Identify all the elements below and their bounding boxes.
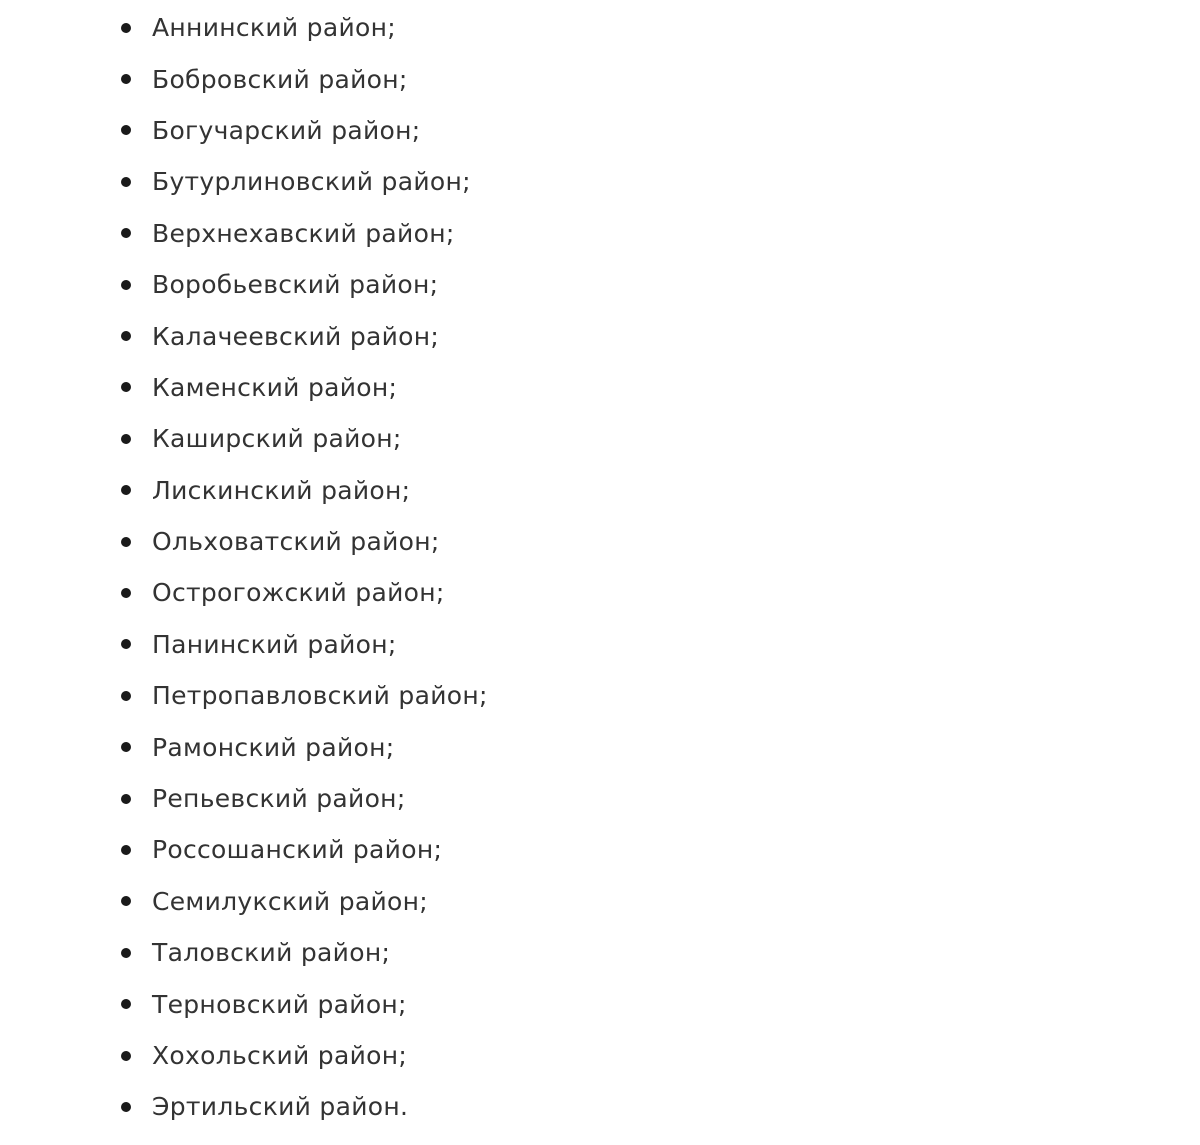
list-item [0,721,1200,772]
bullet-icon [121,177,131,187]
district-name: Аннинский район; [152,13,396,43]
list-item [0,208,1200,259]
bullet-icon [121,588,131,598]
district-name: Каширский район; [152,424,402,454]
list-item [0,259,1200,310]
district-name: Терновский район; [152,989,407,1019]
list-item [0,465,1200,516]
district-name: Ольховатский район; [152,527,440,557]
bullet-icon [121,639,131,649]
district-name: Панинский район; [152,629,397,659]
district-name: Рамонский район; [152,732,395,762]
bullet-icon [121,1102,131,1112]
bullet-icon [121,485,131,495]
district-name: Калачеевский район; [152,321,440,351]
list-item [0,413,1200,464]
district-name: Семилукский район; [152,886,429,916]
bullet-icon [121,228,131,238]
list-item [0,2,1200,53]
list-item [0,773,1200,824]
bullet-icon [121,1051,131,1061]
district-name: Острогожский район; [152,578,445,608]
list-item [0,1081,1200,1132]
list-item [0,927,1200,978]
district-name: Репьевский район; [152,784,406,814]
bullet-icon [121,691,131,701]
district-name: Богучарский район; [152,115,421,145]
list-item [0,53,1200,104]
bullet-icon [121,280,131,290]
bullet-icon [121,999,131,1009]
list-item [0,362,1200,413]
district-name: Хохольский район; [152,1041,408,1070]
list-item [0,824,1200,875]
list-item [0,978,1200,1029]
district-name: Каменский район; [152,372,398,402]
district-name: Верхнехавский район; [152,218,455,248]
list-item [0,876,1200,927]
district-name: Петропавловский район; [152,681,488,711]
bullet-icon [121,434,131,444]
bullet-icon [121,74,131,84]
bullet-icon [121,537,131,547]
district-name: Бутурлиновский район; [152,167,471,197]
bullet-icon [121,382,131,392]
list-item [0,619,1200,670]
bullet-icon [121,125,131,135]
district-name: Лискинский район; [152,475,411,505]
bullet-icon [121,742,131,752]
district-name: Таловский район; [152,938,391,968]
list-item [0,156,1200,207]
list-item [0,670,1200,721]
district-name: Воробьевский район; [152,270,439,300]
bullet-icon [121,23,131,33]
district-name: Россошанский район; [152,835,443,865]
list-item [0,516,1200,567]
list-item [0,310,1200,361]
list-item [0,567,1200,618]
bullet-icon [121,794,131,804]
district-name: Бобровский район; [152,64,408,94]
district-name: Эртильский район. [152,1092,409,1122]
list-item [0,105,1200,156]
list-item [0,1030,1200,1081]
bullet-icon [121,896,131,906]
bullet-icon [121,845,131,855]
bullet-icon [121,948,131,958]
bullet-icon [121,331,131,341]
